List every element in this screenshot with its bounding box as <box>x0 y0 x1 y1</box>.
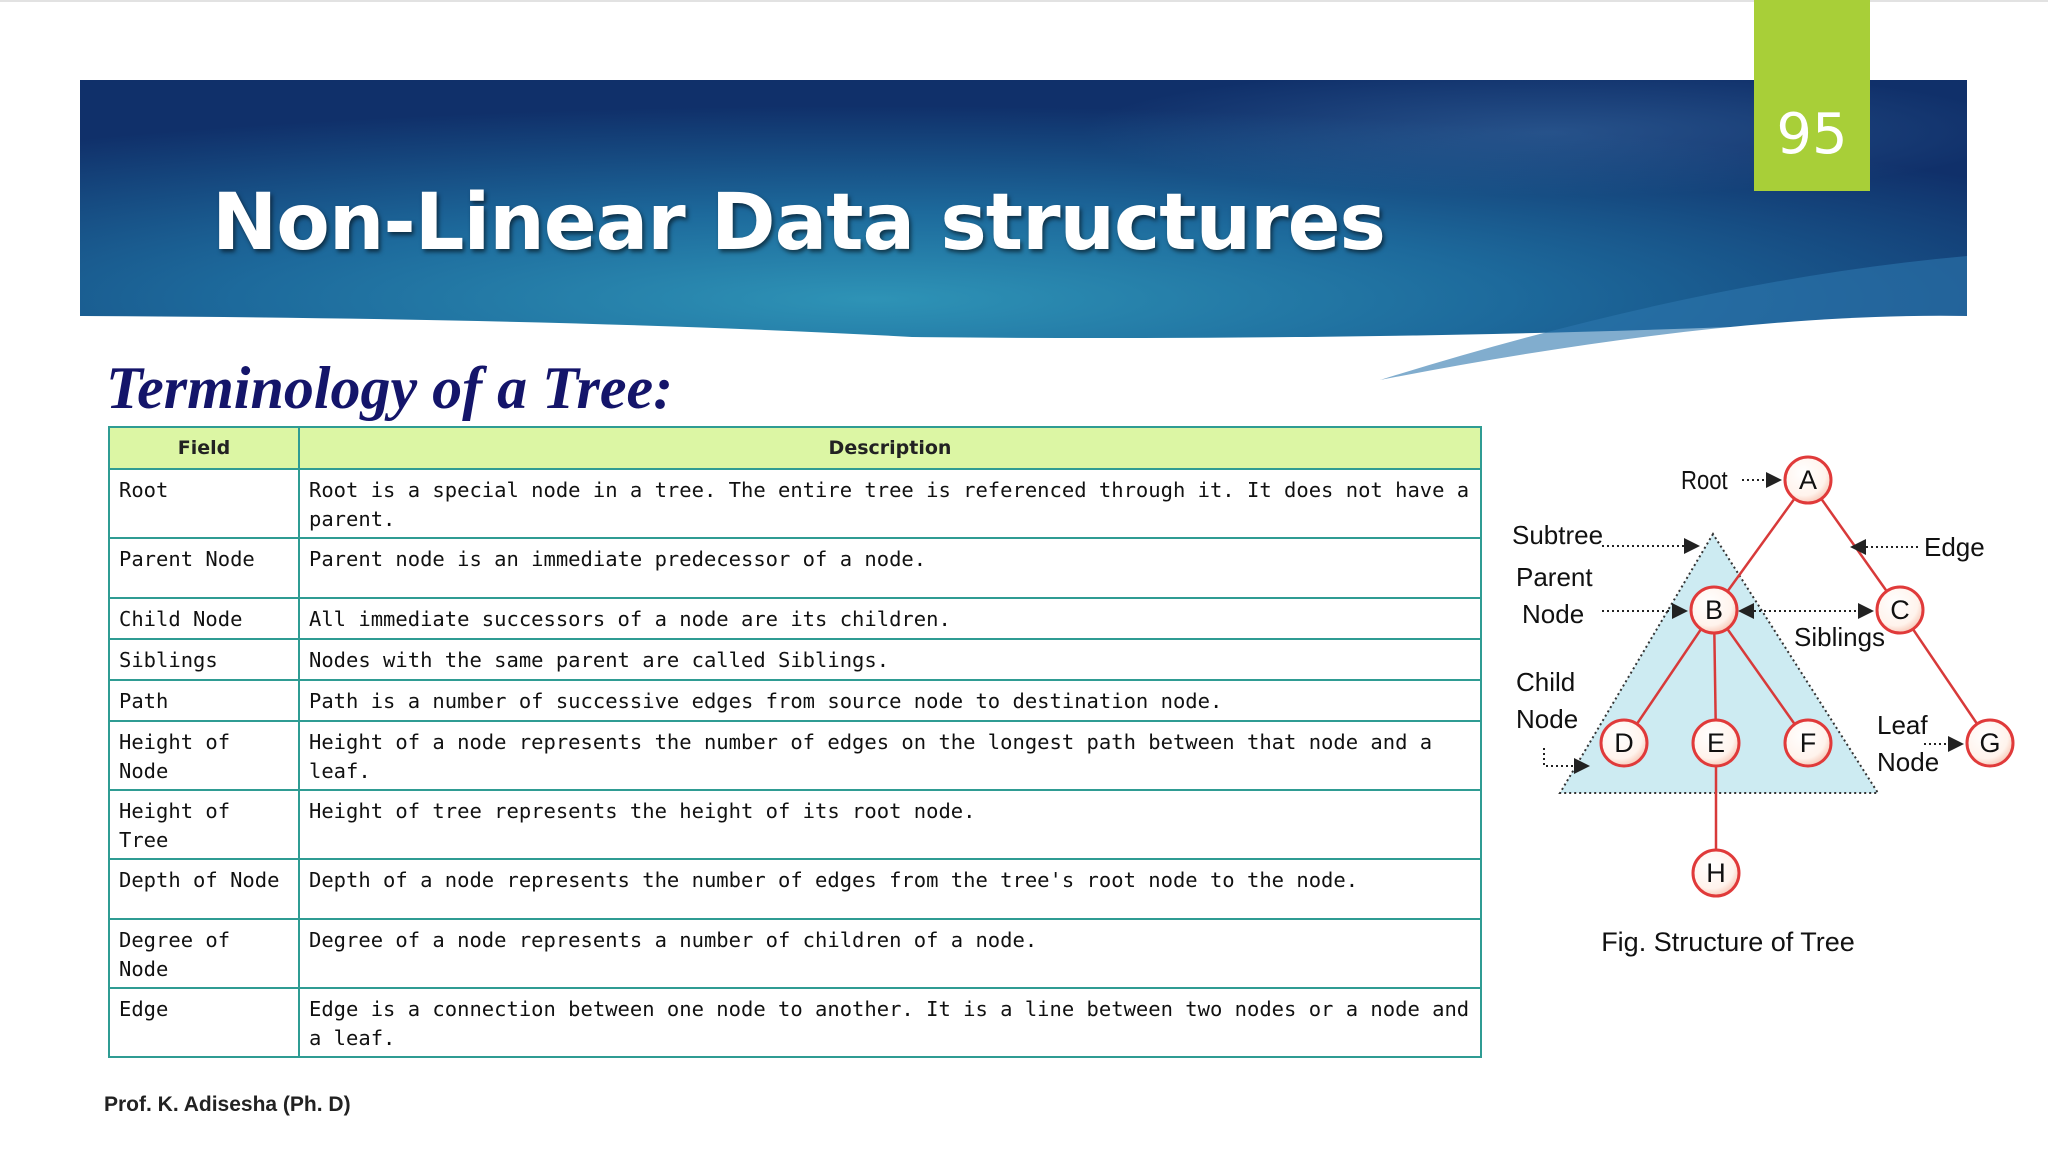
svg-text:D: D <box>1614 728 1634 758</box>
description-cell: Degree of a node represents a number of children of a node. <box>299 919 1481 988</box>
field-cell: Path <box>109 680 299 721</box>
table-row <box>109 598 1481 639</box>
label-parent-node: Node <box>1522 599 1585 629</box>
table-header-row <box>109 427 1481 469</box>
node-G <box>1967 720 2013 766</box>
node-B <box>1691 587 1737 633</box>
field-cell: Root <box>109 469 299 538</box>
slide-number: 95 <box>1776 102 1848 167</box>
figure-caption: Fig. Structure of Tree <box>1601 927 1855 957</box>
field-cell: Depth of Node <box>109 859 299 919</box>
description-cell: Height of a node represents the number of edges on the longest path between that node and a leaf. <box>299 721 1481 790</box>
table-row <box>109 790 1481 859</box>
description-cell: Nodes with the same parent are called Siblings. <box>299 639 1481 680</box>
field-cell: Height of Tree <box>109 790 299 859</box>
field-cell: Edge <box>109 988 299 1057</box>
svg-text:F: F <box>1799 728 1817 758</box>
table-row <box>109 988 1481 1057</box>
author-credit: Prof. K. Adisesha (Ph. D) <box>104 1093 351 1116</box>
table-row <box>109 721 1481 790</box>
slide-number-badge <box>1754 0 1870 191</box>
node-H <box>1693 850 1739 896</box>
table-row <box>109 919 1481 988</box>
description-cell: Root is a special node in a tree. The entire tree is referenced through it. It does not have a parent. <box>299 469 1481 538</box>
svg-text:B: B <box>1704 595 1724 625</box>
field-cell: Siblings <box>109 639 299 680</box>
label-child: Child <box>1516 667 1576 697</box>
svg-text:E: E <box>1706 728 1726 758</box>
tree-structure-figure <box>1500 440 2040 980</box>
description-cell: Parent node is an immediate predecessor of a node. <box>299 538 1481 598</box>
column-header-description: Description <box>299 427 1481 469</box>
table-row <box>109 639 1481 680</box>
top-divider <box>0 0 2048 2</box>
field-cell: Height of Node <box>109 721 299 790</box>
label-parent: Parent <box>1516 562 1593 592</box>
description-cell: Path is a number of successive edges from source node to destination node. <box>299 680 1481 721</box>
label-subtree: Subtree <box>1512 520 1604 550</box>
label-edge: Edge <box>1924 532 1985 562</box>
slide-title: Non-Linear Data structures <box>212 178 1385 268</box>
label-siblings: Siblings <box>1794 622 1886 652</box>
node-E <box>1693 720 1739 766</box>
svg-text:G: G <box>1979 728 2001 758</box>
svg-text:H: H <box>1706 858 1726 888</box>
column-header-field: Field <box>109 427 299 469</box>
label-leaf-node: Node <box>1877 747 1940 777</box>
description-cell: Edge is a connection between one node to another. It is a line between two nodes or a node and a leaf. <box>299 988 1481 1057</box>
terminology-table <box>108 426 1482 1058</box>
field-cell: Parent Node <box>109 538 299 598</box>
description-cell: Depth of a node represents the number of edges from the tree's root node to the node. <box>299 859 1481 919</box>
field-cell: Degree of Node <box>109 919 299 988</box>
svg-text:C: C <box>1890 595 1910 625</box>
node-A <box>1785 457 1831 503</box>
table-row <box>109 859 1481 919</box>
label-child-node: Node <box>1516 704 1579 734</box>
svg-text:A: A <box>1798 465 1818 495</box>
table-row <box>109 680 1481 721</box>
label-root: Root <box>1681 466 1728 496</box>
description-cell: All immediate successors of a node are its children. <box>299 598 1481 639</box>
table-row <box>109 538 1481 598</box>
node-F <box>1785 720 1831 766</box>
table-row <box>109 469 1481 538</box>
field-cell: Child Node <box>109 598 299 639</box>
label-leaf: Leaf <box>1877 710 1928 740</box>
description-cell: Height of tree represents the height of its root node. <box>299 790 1481 859</box>
node-D <box>1601 720 1647 766</box>
section-subtitle: Terminology of a Tree: <box>106 355 674 421</box>
